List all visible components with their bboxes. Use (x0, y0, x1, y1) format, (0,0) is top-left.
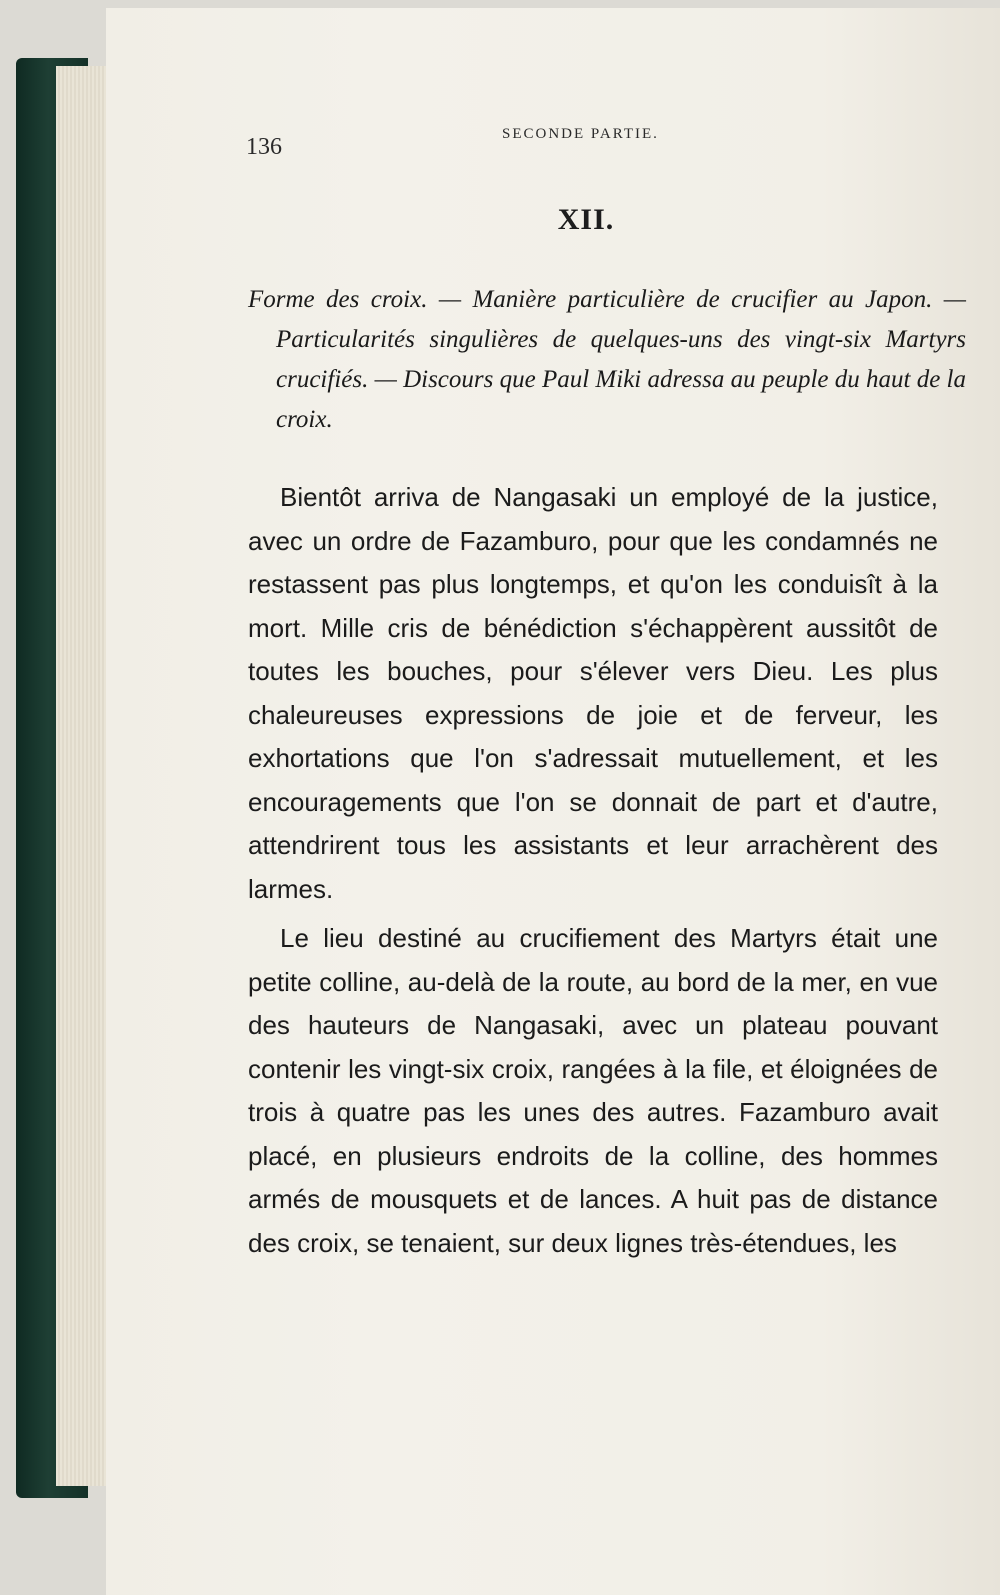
paragraph: Bientôt arriva de Nangasaki un employé de la justice, avec un ordre de Fazamburo, pour que les condamnés ne restassent pas plus longtemps, et qu'on les conduisît à la mort. Mille cris de bénédiction s'échappèrent aussitôt de toutes les bouches, pour s'élever vers Dieu. Les plus chaleureuses expressions de joie et de ferveur, les exhortations que l'on s'adressait mutuellement, et les encouragements que l'on se donnait de part et d'autre, attendrirent tous les assistants et leur arrachèrent des larmes. (248, 482, 938, 904)
book-page (106, 8, 1000, 1595)
chapter-number: XII. (557, 203, 615, 236)
body-text (248, 476, 938, 1265)
chapter-summary: Forme des croix. — Manière particulière de crucifier au Japon. — Particularités singulières de quelques-uns des vingt-six Martyrs crucifiés. — Discours que Paul Miki adressa au peuple du haut de la croix. (248, 286, 966, 433)
paragraph: Le lieu destiné au crucifiement des Martyrs était une petite colline, au-delà de la route, au bord de la mer, en vue des hauteurs de Nangasaki, avec un plateau pouvant contenir les vingt-six croix, rangées à la file, et éloignées de trois à quatre pas les unes des autres. Fazamburo avait placé, en plusieurs endroits de la colline, des hommes armés de mousquets et de lances. A huit pas de distance des croix, se tenaient, sur deux lignes très-étendues, les (248, 923, 938, 1258)
page-number: 136 (246, 134, 282, 160)
page-header (246, 126, 1000, 166)
running-title: SECONDE PARTIE. (502, 126, 659, 142)
